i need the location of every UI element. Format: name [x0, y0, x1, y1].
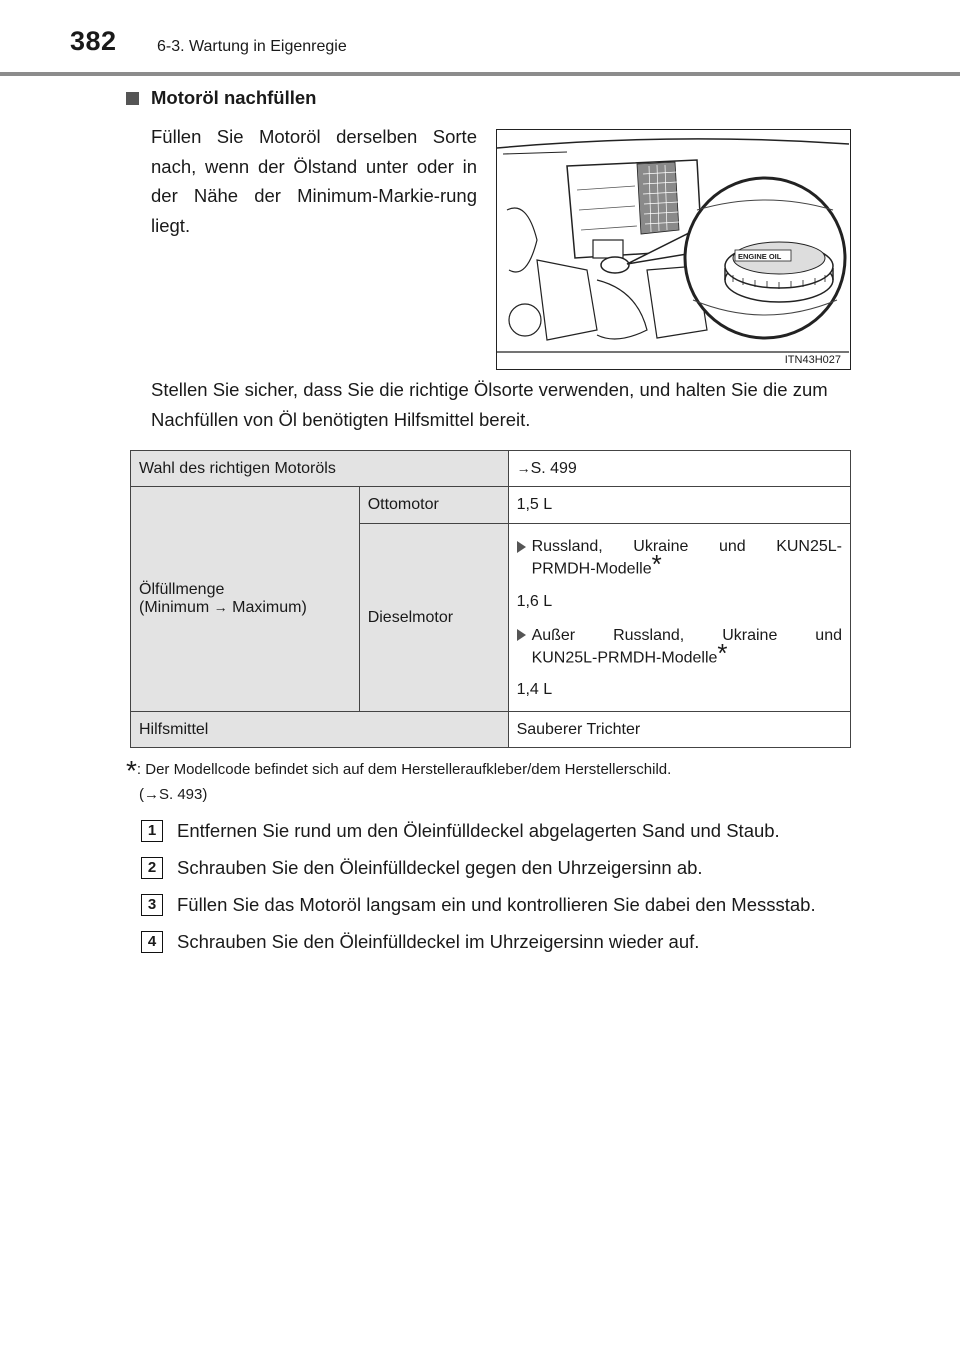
- oil-choice-page: S. 499: [530, 459, 577, 477]
- arrow-icon: →: [144, 786, 159, 803]
- engine-oil-cap-figure: [496, 129, 851, 370]
- step-text: Entfernen Sie rund um den Öleinfülldeckel abgelagerten Sand und Staub.: [177, 820, 780, 841]
- step-text: Schrauben Sie den Öleinfülldeckel gegen den Uhrzeigersinn ab.: [177, 857, 703, 878]
- oil-spec-table: [130, 450, 851, 748]
- figure-code: ITN43H027: [782, 354, 844, 366]
- footnote: [126, 757, 846, 807]
- table-row: [131, 487, 851, 524]
- step-number-badge: 3: [141, 894, 163, 916]
- chapter-title: 6-3. Wartung in Eigenregie: [157, 38, 347, 55]
- tools-value: Sauberer Trichter: [508, 712, 850, 748]
- page-number: 382: [70, 26, 117, 56]
- step-item: [141, 853, 847, 883]
- triangle-bullet-icon: [517, 629, 526, 641]
- step-item: [141, 890, 847, 920]
- section-title-text: Motoröl nachfüllen: [151, 87, 317, 108]
- diesel-value-2: 1,4 L: [516, 680, 553, 698]
- arrow-icon: →: [213, 599, 228, 615]
- square-bullet-icon: [126, 92, 139, 105]
- diesel-value-1: 1,6 L: [516, 592, 553, 610]
- step-item: [141, 816, 847, 846]
- step-text: Füllen Sie das Motoröl langsam ein und kontrollieren Sie dabei den Messstab.: [177, 894, 816, 915]
- asterisk-icon: *: [717, 637, 728, 668]
- petrol-engine-value: 1,5 L: [508, 487, 850, 524]
- step-number-badge: 2: [141, 857, 163, 879]
- diesel-bullet-1: Russland, Ukraine und KUN25L-: [517, 536, 842, 558]
- intro-paragraph: Füllen Sie Motoröl derselben Sorte nach, wenn der Ölstand unter oder in der Nähe der Minimum-Markie-rung liegt.: [151, 126, 477, 236]
- steps-list: [141, 816, 847, 957]
- asterisk-icon: *: [651, 549, 662, 580]
- step-text: Schrauben Sie den Öleinfülldeckel im Uhrzeigersinn wieder auf.: [177, 931, 700, 952]
- triangle-bullet-icon: [517, 541, 526, 553]
- section-title: [126, 87, 316, 109]
- petrol-engine-label: Ottomotor: [359, 487, 508, 524]
- step-item: [141, 927, 847, 957]
- oil-capacity-label: [131, 487, 360, 712]
- step-number-badge: 1: [141, 820, 163, 842]
- footnote-text: : Der Modellcode befindet sich auf dem Herstelleraufkleber/dem Herstellerschild.: [136, 761, 672, 778]
- step-number-badge: 4: [141, 931, 163, 953]
- oil-choice-label: Wahl des richtigen Motoröls: [131, 451, 509, 487]
- capacity-label-line1: Ölfüllmenge: [139, 581, 225, 598]
- tools-label: Hilfsmittel: [131, 712, 509, 748]
- engine-bay-illustration: [497, 130, 849, 368]
- capacity-label-line2: (Minimum → Maximum): [139, 599, 307, 616]
- diesel-bullet-2: Außer Russland, Ukraine und: [517, 625, 842, 647]
- arrow-icon: →: [516, 459, 531, 476]
- instruction-paragraph: Stellen Sie sicher, dass Sie die richtige Ölsorte verwenden, und halten Sie die zum Nachfüllen von Öl benötigten Hilfsmittel bereit.: [151, 379, 828, 430]
- footnote-ref: (→S. 493): [139, 786, 208, 803]
- diesel-engine-label: Dieselmotor: [359, 524, 508, 712]
- asterisk-icon: *: [126, 755, 137, 786]
- diesel-engine-values: Russland, Ukraine und KUN25L- PRMDH-Modelle* 1,6 L Außer Russland, Ukraine und KUN25L-PRMDH-Modelle* 1,4 L: [508, 524, 850, 712]
- cap-label: ENGINE OIL: [738, 252, 782, 261]
- table-row: [131, 451, 851, 487]
- header-rule: [0, 72, 960, 76]
- oil-choice-ref: [508, 451, 850, 487]
- table-row: [131, 712, 851, 748]
- page-header: [0, 0, 960, 80]
